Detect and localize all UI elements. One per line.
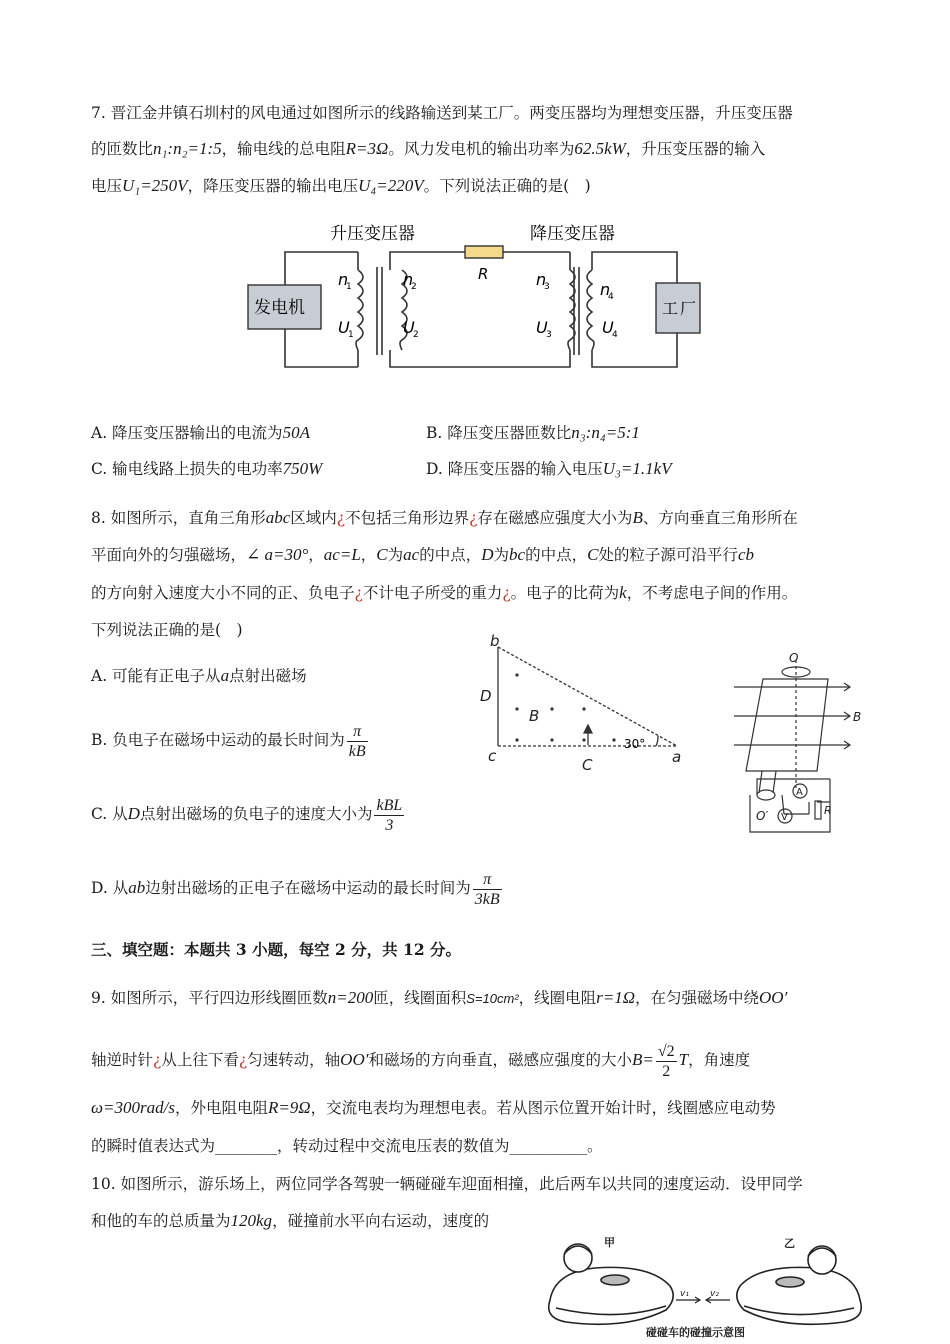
option-d-value: U₃=1.1kV (602, 459, 672, 478)
q9-math: B= (631, 1050, 654, 1069)
q9-text: 轴逆时针 (91, 1051, 154, 1069)
q9-glyph: ¿ (153, 1051, 162, 1069)
q9-math: ω=300rad/s (91, 1098, 175, 1117)
q9-math: OO′ (759, 988, 788, 1007)
q9-math: T (678, 1050, 689, 1069)
angle-label: 30° (624, 737, 646, 751)
q10-line1: 10. 如图所示，游乐场上，两位同学各驾驶一辆碰碰车迎面相撞，此后两车以共同的速度运动．设甲同学 (91, 1175, 803, 1193)
q8-math: bc (509, 545, 526, 564)
vertex-c-label: c (488, 747, 497, 765)
velocity-v1-label: v₁ (680, 1289, 689, 1299)
q8-glyph: ¿ (469, 509, 478, 527)
option-a-text: A. 降压变压器输出的电流为 (91, 424, 283, 442)
q8-text: 。电子的比荷为 (510, 584, 620, 602)
u1-sub: 1 (348, 330, 354, 340)
n3-label: n (536, 270, 547, 289)
n1-sub: 1 (346, 282, 352, 292)
q8-line1 (91, 508, 798, 528)
u3-sub: 3 (546, 330, 552, 340)
q8-glyph: ¿ (502, 584, 511, 602)
q8-line2 (91, 545, 754, 565)
q9-text: ，角速度 (688, 1051, 751, 1069)
q8-math: C (376, 545, 388, 564)
q8-frac-d (473, 870, 502, 909)
q7-option-c (91, 459, 322, 479)
q8-text: 点射出磁场的负电子的速度大小为 (139, 805, 373, 823)
q7-line3 (91, 176, 591, 196)
n4-label: n (600, 280, 611, 299)
u2-label: U (403, 318, 415, 337)
q8-text: C. 从 (91, 805, 128, 823)
q9-text: 匝，线圈面积 (373, 989, 467, 1007)
q7-u1: U₁=250V (122, 176, 188, 195)
q9-text: ，在匀强磁场中绕 (635, 989, 760, 1007)
q7-u4: U₄=220V (358, 176, 424, 195)
point-c-label: C (582, 756, 593, 774)
q8-text: 处的粒子源可沿平行 (598, 546, 738, 564)
q8-math: ab (128, 878, 146, 897)
q7-text: 的匝数比 (91, 140, 154, 158)
q8-math: D (481, 545, 494, 564)
q9-math: r=1Ω (596, 988, 636, 1007)
q8-text: 点射出磁场 (229, 667, 307, 685)
axis-o-prime-label: O′ (756, 809, 769, 823)
n1-label: n (338, 270, 349, 289)
q8-line3 (91, 583, 797, 603)
option-c-text: C. 输电线路上损失的电功率 (91, 460, 283, 478)
option-b-value: n₃:n₄=5:1 (571, 423, 640, 442)
q9-text: 从上往下看 (161, 1051, 239, 1069)
field-b-label: B (529, 707, 540, 725)
u2-sub: 2 (413, 330, 419, 340)
q9-coil-figure (726, 648, 866, 838)
q7-option-a (91, 423, 310, 443)
car-yi-label: 乙 (784, 1237, 795, 1250)
q8-text: 边射出磁场的正电子在磁场中运动的最长时间为 (145, 879, 471, 897)
q10-text: ，碰撞前水平向右运动，速度的 (272, 1212, 490, 1230)
q8-line4: 下列说法正确的是( ) (91, 621, 243, 639)
step-down-label: 降压变压器 (530, 224, 615, 244)
q10-bumper-cars-figure (540, 1230, 870, 1342)
resistor-r-label-2: R (824, 804, 832, 817)
q8-text: ， (360, 546, 377, 564)
q8-frac-c (374, 796, 404, 835)
figure-caption: 碰碰车的碰撞示意图 (646, 1326, 745, 1339)
q9-line4: 的瞬时值表达式为________，转动过程中交流电压表的数值为__________。 (91, 1137, 603, 1155)
q7-line1: 7. 晋江金井镇石圳村的风电通过如图所示的线路输送到某工厂。两变压器均为理想变压器，升压变压器 (91, 104, 793, 122)
axis-o-label: O (789, 651, 799, 665)
option-a-value: 50A (282, 423, 310, 442)
q8-frac-b (347, 722, 368, 761)
q8-math: cb (737, 545, 754, 564)
q8-option-b (91, 720, 370, 761)
q9-frac-b (656, 1042, 677, 1081)
q8-triangle-figure (474, 633, 694, 778)
q8-text: 不包括三角形边界 (345, 509, 470, 527)
car-jia-label: 甲 (604, 1236, 615, 1249)
q7-circuit-figure (240, 215, 710, 375)
q8-glyph: ¿ (336, 509, 346, 527)
frac-denominator: 3 (385, 816, 394, 834)
step-up-label: 升压变压器 (330, 224, 415, 244)
q7-text: 。风力发电机的输出功率为 (388, 140, 575, 158)
point-d-label: D (480, 687, 492, 705)
q8-text: 8. 如图所示，直角三角形 (91, 509, 266, 527)
frac-denominator: kB (348, 742, 366, 760)
q8-text: 的中点， (525, 546, 588, 564)
q9-area: S=10cm² (466, 991, 519, 1006)
frac-numerator: π (347, 722, 368, 742)
q8-text: B. 负电子在磁场中运动的最长时间为 (91, 731, 345, 749)
q9-line2 (91, 1040, 750, 1081)
q8-text: 区域内 (290, 509, 337, 527)
resistor-label: R (478, 265, 489, 283)
q8-math: B (632, 508, 643, 527)
frac-denominator: 2 (662, 1062, 671, 1080)
generator-label: 发电机 (254, 298, 305, 318)
q9-glyph: ¿ (238, 1051, 248, 1069)
n2-sub: 2 (411, 282, 417, 292)
q8-option-c (91, 794, 406, 835)
q9-math: OO′ (340, 1050, 369, 1069)
ammeter-label: A (796, 787, 803, 798)
n4-sub: 4 (608, 292, 614, 302)
q9-math: n=200 (327, 988, 374, 1007)
q10-line2 (91, 1211, 489, 1231)
u1-label: U (338, 318, 350, 337)
vertex-a-label: a (672, 748, 682, 766)
q8-text: 的方向射入速度大小不同的正、负电子 (91, 584, 355, 602)
q8-math: ∠ a=30° (246, 545, 309, 564)
option-b-text: B. 降压变压器匝数比 (426, 424, 572, 442)
q9-text: ，外电阻电阻 (174, 1099, 268, 1117)
q9-text: 匀速转动，轴 (247, 1051, 341, 1069)
resistor-r (465, 246, 503, 258)
q8-text: 平面向外的匀强磁场， (91, 546, 247, 564)
q7-text: ，输电线的总电阻 (221, 140, 346, 158)
n3-sub: 3 (544, 282, 550, 292)
q7-text: 电压 (91, 177, 123, 195)
q8-text: 存在磁感应强度大小为 (477, 509, 633, 527)
q9-math: R=9Ω (267, 1098, 311, 1117)
q9-text: ，交流电表均为理想电表。若从图示位置开始计时，线圈感应电动势 (310, 1099, 776, 1117)
q8-math: ac=L (323, 545, 361, 564)
q9-line3 (91, 1098, 776, 1118)
q10-text: 和他的车的总质量为 (91, 1212, 231, 1230)
q8-text: 的中点， (419, 546, 482, 564)
q8-text: 为 (493, 546, 510, 564)
q8-math: abc (265, 508, 291, 527)
n2-label: n (403, 270, 414, 289)
q8-text: 不计电子所受的重力 (362, 584, 503, 602)
q8-glyph: ¿ (354, 584, 363, 602)
u4-sub: 4 (612, 330, 618, 340)
q7-option-d (426, 459, 672, 479)
frac-numerator: kBL (376, 796, 403, 814)
frac-numerator: π (473, 870, 502, 890)
q8-math: a (220, 666, 230, 685)
section-3-heading: 三、填空题：本题共 3 小题，每空 2 分，共 12 分。 (91, 940, 462, 959)
field-b-label-2: B (853, 710, 862, 724)
option-c-value: 750W (282, 459, 323, 478)
q8-text: ， (308, 546, 324, 564)
option-d-text: D. 降压变压器的输入电压 (426, 460, 603, 478)
velocity-v2-label: v₂ (710, 1289, 719, 1299)
q10-math: 120kg (230, 1211, 273, 1230)
q7-line2 (91, 139, 765, 159)
q8-math: D (127, 804, 140, 823)
u3-label: U (536, 318, 548, 337)
q8-text: D. 从 (91, 879, 129, 897)
q8-math: C (587, 545, 599, 564)
q7-option-b (426, 423, 640, 443)
vertex-b-label: b (490, 633, 500, 650)
q8-text: 为 (387, 546, 404, 564)
q8-math: k (619, 583, 627, 602)
q7-resistance: R=3Ω (345, 139, 389, 158)
q8-text: 、方向垂直三角形所在 (642, 509, 798, 527)
voltmeter-label: V (781, 812, 788, 823)
q9-text: 和磁场的方向垂直，磁感应强度的大小 (368, 1051, 632, 1069)
factory-label: 工厂 (662, 299, 699, 318)
q8-option-a (91, 666, 307, 686)
q7-text: ，升压变压器的输入 (625, 140, 766, 158)
q8-option-d (91, 868, 504, 909)
frac-numerator: √2 (657, 1042, 675, 1060)
q9-text: ，线圈电阻 (518, 989, 597, 1007)
q9-text: 9. 如图所示，平行四边形线圈匝数 (91, 989, 328, 1007)
q7-ratio: n₁:n₂=1:5 (153, 139, 222, 158)
q7-power: 62.5kW (574, 139, 626, 158)
q7-text: ，降压变压器的输出电压 (187, 177, 359, 195)
q8-math: ac (403, 545, 420, 564)
u4-label: U (602, 318, 614, 337)
q8-text: ，不考虑电子间的作用。 (626, 584, 798, 602)
frac-denominator: 3kB (474, 890, 500, 908)
q7-text: 。下列说法正确的是( ) (423, 177, 591, 195)
q9-line1 (91, 988, 787, 1009)
q8-text: A. 可能有正电子从 (91, 667, 221, 685)
